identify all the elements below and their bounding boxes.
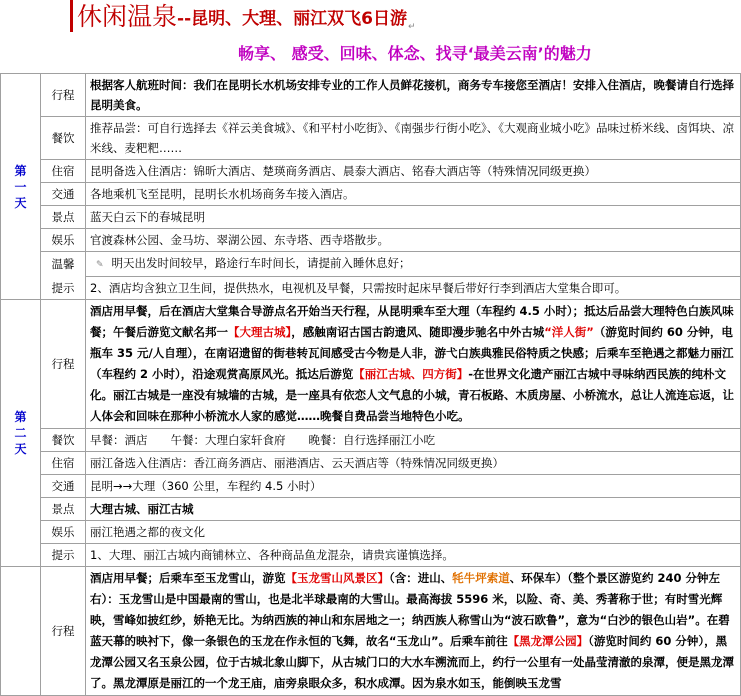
tagline: 畅享、 感受、回味、体念、找寻‘最美云南’的魅力 bbox=[238, 44, 592, 63]
day2-tishi: 1、大理、丽江古城内商铺林立、各种商品鱼龙混杂，请贵宾谨慎选择。 bbox=[86, 544, 741, 567]
day1-row-canyin bbox=[1, 117, 741, 160]
day2-row-jiaotong bbox=[1, 475, 741, 498]
day1-jingdian-label: 景点 bbox=[41, 206, 86, 229]
day2-xc-part2: ，感触南诏古国古韵遗风、随即漫步驰名中外古城 bbox=[291, 325, 545, 339]
header bbox=[70, 2, 416, 32]
title-accent-bar bbox=[70, 0, 73, 32]
day1-xingcheng-label: 行程 bbox=[41, 74, 86, 117]
day2-jiaotong: 昆明→→大理（360 公里，车程约 4.5 小时） bbox=[86, 475, 741, 498]
paragraph-mark-icon: ↵ bbox=[407, 22, 416, 32]
day2-xingcheng-label: 行程 bbox=[41, 300, 86, 429]
bullet-icon: ✎ bbox=[96, 260, 104, 270]
day1-row-zhusu bbox=[1, 160, 741, 183]
day3-xc-part3: 、环保车）（整个景区游览约 240 分钟左右）：玉龙雪山是中国最南的雪山，也是北半球最南的大雪山。最高海拔 5596 米，以险、奇、美、秀著称于世；有时雪光辉映，雪峰如披红纱，娇艳无比。为纳西族的神山和东居地之一；纳西族人称雪山为“波石欧鲁”，意为“白沙的银色山岩”。在碧蓝天幕的映衬下，像一条银色的玉龙在作永恒的飞舞，故名“玉龙山”。后乘车前往 bbox=[90, 571, 730, 648]
day1-row-yule bbox=[1, 229, 741, 252]
day2-xc-highlight3: 【丽江古城、四方街】 bbox=[353, 367, 469, 381]
day2-yule-label: 娱乐 bbox=[41, 521, 86, 544]
day3-xingcheng-label: 行程 bbox=[41, 567, 86, 696]
day2-row-zhusu bbox=[1, 452, 741, 475]
day3-xc-part2: （含：进山、 bbox=[389, 571, 453, 585]
day2-canyin-label: 餐饮 bbox=[41, 429, 86, 452]
day2-label-text: 第二天 bbox=[14, 410, 27, 456]
title-main: 休闲温泉 bbox=[77, 2, 178, 31]
day1-xingcheng: 根据客人航班时间：我们在昆明长水机场安排专业的工作人员鲜花接机，商务专车接您至酒店！安排入住酒店，晚餐请自行选择昆明美食。 bbox=[86, 74, 741, 117]
day3-xc-part4: （游览时间约 60 分钟），黑龙潭公园又名玉泉公园，位于古城北象山脚下，从古城门口的大水车溯流而上，约行一公里有一处晶莹清澈的泉潭，便是黑龙潭了。黑龙潭原是丽江的一个龙王庙，庙旁泉眼众多，积水成潭。因为泉水如玉，能倒映玉龙雪 bbox=[90, 634, 734, 690]
day1-zhusu-label: 住宿 bbox=[41, 160, 86, 183]
day1-jiaotong-label: 交通 bbox=[41, 183, 86, 206]
title-sub: --昆明、大理、丽江双飞6日游 bbox=[177, 9, 407, 29]
day2-jiaotong-label: 交通 bbox=[41, 475, 86, 498]
day1-row-tishi1 bbox=[1, 252, 741, 277]
day3-xc-highlight2: 牦牛坪索道 bbox=[452, 571, 510, 585]
day2-zhusu-label: 住宿 bbox=[41, 452, 86, 475]
day1-row-jiaotong bbox=[1, 183, 741, 206]
day2-row-yule bbox=[1, 521, 741, 544]
day2-zhusu: 丽江备选入住酒店：香江商务酒店、丽港酒店、云天酒店等（特殊情况同级更换） bbox=[86, 452, 741, 475]
day1-tishi2: 2、酒店均含独立卫生间，提供热水，电视机及早餐，只需按时起床早餐后带好行李到酒店大堂集合即可。 bbox=[86, 277, 741, 300]
day3-xc-highlight1: 【玉龙雪山风景区】 bbox=[285, 571, 389, 585]
day2-jingdian: 大理古城、丽江古城 bbox=[86, 498, 741, 521]
day1-canyin: 推荐品尝：可自行选择去《祥云美食城》、《和平村小吃街》、《南强步行街小吃》、《大观商业城小吃》品味过桥米线、卤饵块、凉米线、麦粑粑…… bbox=[86, 117, 741, 160]
day1-row-xingcheng bbox=[1, 74, 741, 117]
day2-row-jingdian bbox=[1, 498, 741, 521]
day1-yule-label: 娱乐 bbox=[41, 229, 86, 252]
day1-yule: 官渡森林公园、金马坊、翠湖公园、东寺塔、西寺塔散步。 bbox=[86, 229, 741, 252]
day1-label-text: 第一天 bbox=[14, 163, 27, 210]
day2-jingdian-label: 景点 bbox=[41, 498, 86, 521]
day2-xingcheng bbox=[86, 300, 741, 429]
day1-jingdian: 蓝天白云下的春城昆明 bbox=[86, 206, 741, 229]
day2-yule: 丽江艳遇之都的夜文化 bbox=[86, 521, 741, 544]
day2-xc-part3: （游览时间约 60 分钟，电瓶车 35 元/人自理），在南诏遗留的街巷转瓦间感受古今物是人非，游弋白族典雅民俗特质之快感；后乘车至艳遇之都魅力丽江（车程约 2 小时），沿途观赏高原风光。抵达后游览 bbox=[90, 325, 734, 381]
day3-row-xingcheng bbox=[1, 567, 741, 696]
day2-row-tishi bbox=[1, 544, 741, 567]
day1-tishi-label1: 温馨 bbox=[41, 252, 86, 277]
day1-jiaotong: 各地乘机飞至昆明，昆明长水机场商务车接入酒店。 bbox=[86, 183, 741, 206]
day1-tishi1 bbox=[86, 252, 741, 277]
day3-xc-part1: 酒店用早餐；后乘车至玉龙雪山，游览 bbox=[90, 571, 286, 585]
day2-row-canyin bbox=[1, 429, 741, 452]
day1-row-jingdian bbox=[1, 206, 741, 229]
day3-xc-highlight3: 【黑龙潭公园】 bbox=[507, 634, 589, 648]
day1-row-tishi2 bbox=[1, 277, 741, 300]
day1-tishi-label2: 提示 bbox=[41, 277, 86, 300]
day1-zhusu: 昆明备选入住酒店：锦昕大酒店、楚瑛商务酒店、晨泰大酒店、铭春大酒店等（特殊情况同级更换） bbox=[86, 160, 741, 183]
day2-tishi-label: 提示 bbox=[41, 544, 86, 567]
day2-row-xingcheng bbox=[1, 300, 741, 429]
itinerary-table bbox=[0, 73, 741, 696]
day2-xc-highlight2: “洋人街” bbox=[544, 325, 594, 339]
day2-label bbox=[1, 300, 41, 567]
day2-canyin: 早餐：酒店 午餐：大理白家轩食府 晚餐：自行选择丽江小吃 bbox=[86, 429, 741, 452]
day1-tishi1-text: 明天出发时间较早，路途行车时间长，请提前入睡休息好； bbox=[111, 256, 411, 270]
day1-label bbox=[1, 74, 41, 300]
day2-xc-part4: -在世界文化遗产丽江古城中寻味纳西民族的纯朴文化。丽江古城是一座没有城墙的古城，是一座具有依恋人文气息的小城，青石板路、木质房屋、小桥流水，总让人流连忘返，让人体会和回味在那种小桥流水人家的感觉……晚餐自费品尝当地特色小吃。 bbox=[90, 367, 734, 423]
day2-xc-highlight1: 【大理古城】 bbox=[228, 325, 292, 339]
day1-canyin-label: 餐饮 bbox=[41, 117, 86, 160]
day3-xingcheng bbox=[86, 567, 741, 696]
day2-xc-part1: 酒店用早餐，后在酒店大堂集合导游点名开始当天行程，从昆明乘车至大理（车程约 4.5 小时）；抵达后品尝大理特色白族风味餐；午餐后游览文献名邦一 bbox=[90, 304, 734, 339]
day3-label bbox=[1, 567, 41, 696]
